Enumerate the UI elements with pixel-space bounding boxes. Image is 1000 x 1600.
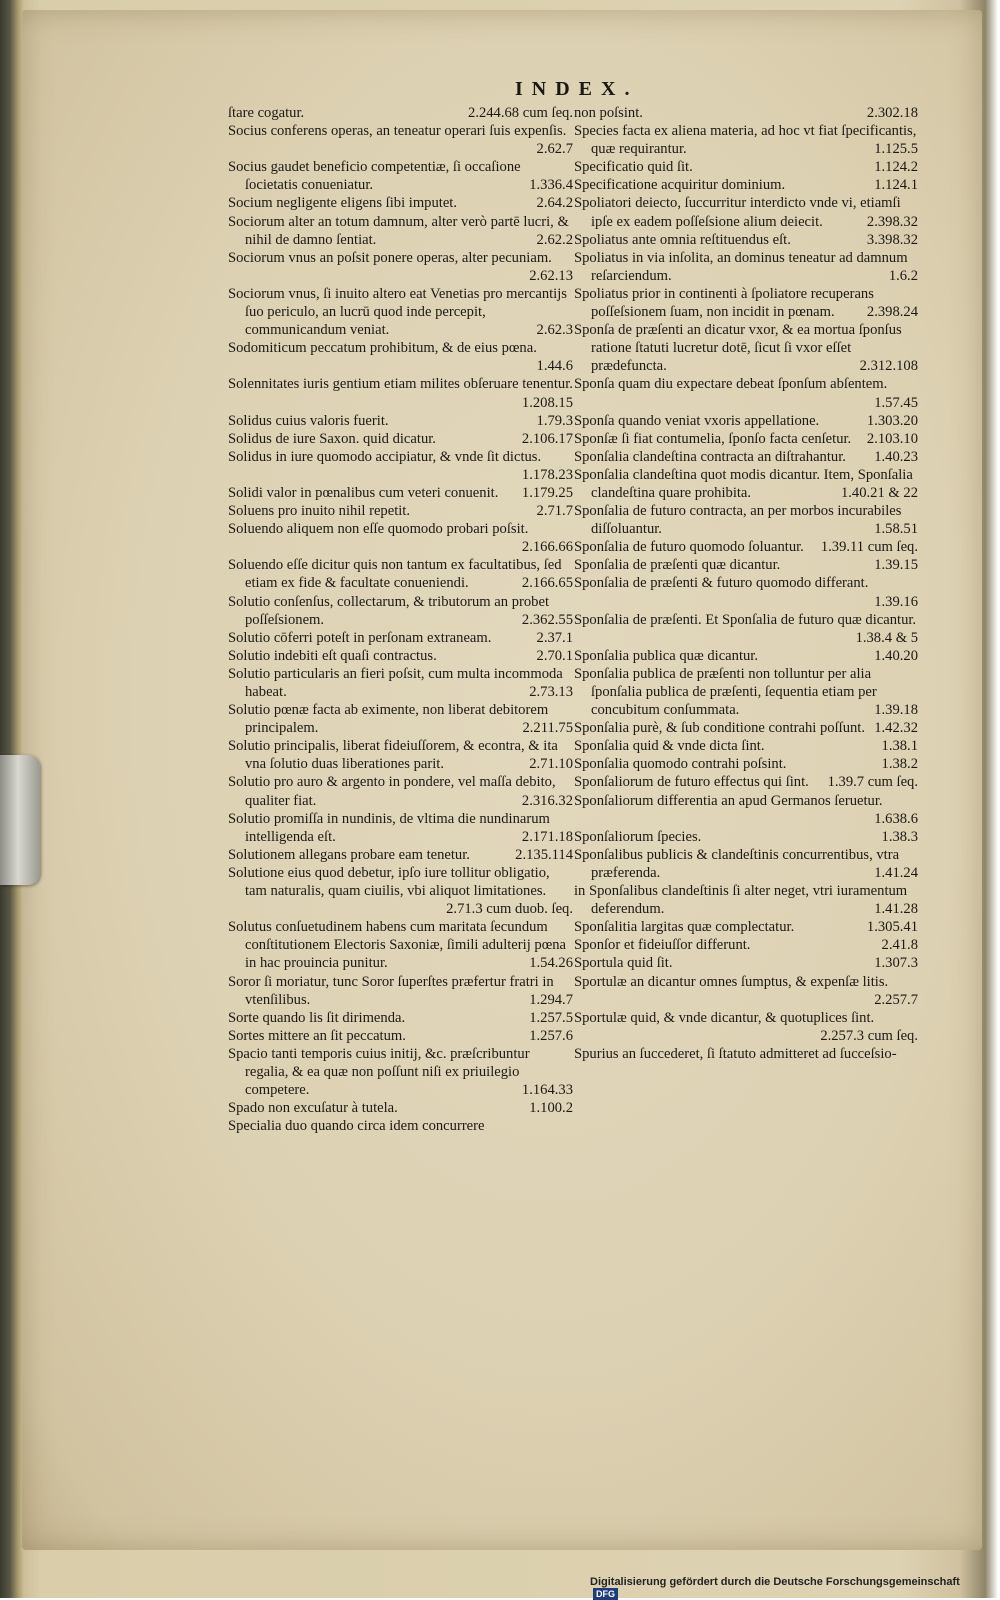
entry-text: Sponſa quam diu expectare debeat ſponſum abſentem. [574,376,888,393]
entry-reference: 1.39.7 cum ſeq. [827,774,918,791]
index-entry [228,1009,573,1027]
entry-text: Sportulæ quid, & vnde dicantur, & quotuplices ſint. [574,1009,875,1026]
index-entry [574,375,918,411]
entry-text: ſtare cogatur. [228,105,305,121]
index-entry [574,737,918,755]
page-header: INDEX. [515,78,639,100]
entry-text: Soluendo eſſe dicitur quis non tantum ex facultatibus, ſed etiam ex fide & facultate conueniendi. [228,557,562,592]
index-entry [228,430,573,448]
entry-reference: 2.312.108 [859,358,918,375]
entry-reference: 1.54.26 [529,955,573,972]
index-entry [574,918,918,936]
index-entry [574,828,918,846]
index-entry [228,846,573,864]
entry-text: Specialia duo quando circa idem concurrere [228,1118,485,1135]
index-entry [574,755,918,773]
entry-text: Sponſalia de futuro quomodo ſoluantur. [574,539,804,556]
digitization-credit [590,1576,970,1600]
entry-reference: 2.302.18 [866,105,918,121]
index-entry [228,1099,573,1117]
entry-text: Sponſalibus publicis & clandeſtinis concurrentibus, vtra præferenda. [574,846,900,881]
entry-text: Sponſalia de præſenti quæ dicantur. [574,557,781,574]
entry-text: Sponſa de præſenti an dicatur vxor, & ea mortua ſponſus ratione ſtatuti lucretur dotē, ſicut ſi vxor eſſet prædefuncta. [574,322,902,375]
entry-reference: 2.398.24 [866,304,918,321]
index-entry [574,882,918,918]
index-entry [228,593,573,629]
entry-text: Sponſor et fideiuſſor differunt. [574,937,751,954]
index-entry [574,122,918,158]
entry-reference: 2.71.10 [529,756,573,773]
entry-reference: 1.303.20 [866,412,918,429]
entry-reference: 1.57.45 [874,394,918,411]
index-entry [574,466,918,502]
entry-text: Sportula quid ſit. [574,955,673,972]
entry-text: Sponſalia quid & vnde dicta ſint. [574,738,765,755]
entry-reference: 1.38.3 [881,828,918,845]
entry-reference: 2.171.18 [521,828,573,845]
entry-reference: 2.257.7 [874,991,918,1008]
entry-reference: 1.124.1 [874,177,918,194]
entry-reference: 1.42.32 [874,720,918,737]
index-entry [228,647,573,665]
index-entry [574,321,918,375]
entry-text: Spoliatus ante omnia reſtituendus eſt. [574,231,791,248]
entry-reference: 1.638.6 [874,810,918,827]
index-entry [228,520,573,556]
index-entry [228,339,573,375]
index-entry [574,574,918,610]
entry-reference: 2.41.8 [881,937,918,954]
index-entry [228,556,573,592]
entry-text: Species facta ex aliena materia, ad hoc vt fiat ſpecificantis, quæ requirantur. [574,123,917,158]
entry-reference: 1.124.2 [874,159,918,176]
entry-reference: 2.71.3 cum duob. ſeq. [446,901,573,918]
index-entry [228,737,573,773]
index-entry [228,1045,573,1099]
index-entry [228,448,573,484]
entry-text: Solutus conſuetudinem habens cum maritata ſecundum conſtitutionem Electoris Saxoniæ, ſimili adulterij pœna in hac prouincia punitur. [228,919,567,972]
index-entry [228,701,573,737]
entry-text: Sportulæ an dicantur omnes ſumptus, & expenſæ litis. [574,973,889,990]
index-entry [228,773,573,809]
entry-text: Sponſalia de præſenti & futuro quomodo differant. [574,575,869,592]
entry-text: Socium negligente eligens ſibi imputet. [228,195,458,212]
entry-text: Specificatione acquiritur dominium. [574,177,786,194]
entry-text: Socius gaudet beneficio competentiæ, ſi occaſione ſocietatis conueniatur. [228,159,521,194]
index-entry [574,846,918,882]
entry-text: Solidus in iure quomodo accipiatur, & vnde ſit dictus. [228,448,542,465]
entry-text: Solutio cōferri poteſt in perſonam extraneam. [228,629,492,646]
entry-reference: 2.166.66 [521,539,573,556]
entry-text: Spacio tanti temporis cuius initij, &c. præſcribuntur regalia, & ea quæ non poſſunt niſi ex priuilegio competere. [228,1045,530,1099]
entry-text: Sponſalia clandeſtina contracta an diſtrahantur. [574,448,846,465]
index-entry [228,412,573,430]
entry-reference: 2.398.32 [866,213,918,230]
entry-text: Spoliatus prior in continenti à ſpoliatore recuperans poſſeſsionem ſuam, non incidit in pœnam. [574,285,874,321]
index-entry [228,249,573,285]
entry-reference: 1.38.1 [881,738,918,755]
entry-text: Solutio pro auro & argento in pondere, vel maſſa debito, qualiter fiat. [228,774,556,809]
dfg-logo: DFG [593,1588,618,1600]
entry-reference: 1.39.18 [874,702,918,719]
index-entry [228,864,573,918]
entry-text: Solutio promiſſa in nundinis, de vltima die nundinarum intelligenda eſt. [228,810,550,845]
entry-reference: 2.71.7 [536,503,573,520]
index-entry [574,176,918,194]
entry-reference: 1.38.4 & 5 [855,629,918,646]
entry-reference: 1.39.15 [874,557,918,574]
entry-text: Spoliatori deiecto, ſuccurritur interdicto vnde vi, etiamſi ipſe ex eadem poſſeſsione alium deiecit. [574,195,901,230]
index-entry [574,973,918,1009]
index-entry [574,611,918,647]
entry-reference: 2.362.55 [521,611,573,628]
entry-reference: 1.6.2 [888,267,918,284]
index-entry [574,430,918,448]
index-entry [574,249,918,285]
entry-reference: 2.37.1 [536,629,573,646]
entry-text: Sponſalia publica de præſenti non tolluntur per alia ſponſalia publica de præſenti, ſequentia etiam per concubitum conſummata. [574,665,877,719]
index-entry [228,375,573,411]
entry-reference: 2.70.1 [536,647,573,664]
entry-reference: 1.257.5 [529,1009,573,1026]
index-entry [228,810,573,846]
index-entry [574,194,918,230]
index-entry [228,158,573,194]
index-entry [574,285,918,321]
entry-reference: 2.135.114 [515,846,573,863]
entry-text: Sociorum alter an totum damnum, alter verò partē lucri, & nihil de damno ſentiat. [228,213,569,248]
entry-text: Solutio particularis an fieri poſsit, cum multa incommoda habeat. [228,665,563,700]
entry-text: Spado non excuſatur à tutela. [228,1100,398,1117]
entry-text: Solutione eius quod debetur, ipſo iure tollitur obligatio, tam naturalis, quam ciuilis, vbi aliquot limitationes. [228,864,550,900]
entry-text: Solidus cuius valoris fuerit. [228,412,389,429]
entry-text: Sponſalia de præſenti. Et Sponſalia de futuro quæ dicantur. [574,611,917,628]
entry-reference: 1.178.23 [521,466,573,483]
page-clip [0,755,40,885]
entry-reference: 1.305.41 [866,919,918,936]
entry-reference: 2.211.75 [522,720,573,737]
index-entry [228,213,573,249]
entry-reference: 1.257.6 [529,1027,573,1044]
entry-text: Sponſalitia largitas quæ complectatur. [574,919,795,936]
entry-text: Soluens pro inuito nihil repetit. [228,503,411,520]
index-entry [574,1009,918,1045]
entry-reference: 1.307.3 [874,955,918,972]
entry-text: Soror ſi moriatur, tunc Soror ſuperſtes præfertur fratri in vtenſilibus. [228,973,554,1008]
entry-reference: 2.244.68 cum ſeq. [468,105,573,121]
entry-reference: 2.62.2 [536,231,573,248]
entry-text: Sorte quando lis ſit dirimenda. [228,1009,406,1026]
index-entry [574,773,918,791]
index-entry [228,194,573,212]
index-entry [574,158,918,176]
entry-reference: 2.106.17 [521,430,573,447]
entry-reference: 2.257.3 cum ſeq. [820,1027,918,1044]
entry-reference: 1.38.2 [881,756,918,773]
index-entry [574,231,918,249]
index-entry [228,1117,573,1135]
entry-text: in Sponſalibus clandeſtinis ſi alter neget, vtri iuramentum deferendum. [574,883,908,918]
index-entry [228,1027,573,1045]
entry-reference: 1.44.6 [536,358,573,375]
entry-reference: 1.100.2 [529,1100,573,1117]
entry-reference: 1.39.11 cum ſeq. [820,539,918,556]
entry-text: Socius conferens operas, an teneatur operari ſuis expenſis. [228,123,567,140]
entry-text: Solutionem allegans probare eam tenetur. [228,846,470,863]
index-entry [574,412,918,430]
index-entry [574,936,918,954]
entry-text: Sponſaliorum differentia an apud Germanos ſeruetur. [574,792,883,809]
entry-reference: 1.79.3 [536,412,573,429]
index-entry [574,538,918,556]
entry-text: Sponſaliorum ſpecies. [574,828,702,845]
index-entry [574,1045,918,1063]
entry-reference: 1.179.25 [521,484,573,501]
index-entry [228,104,573,122]
entry-reference: 1.40.23 [874,448,918,465]
index-entry [228,629,573,647]
entry-reference: 1.336.4 [529,177,573,194]
entry-reference: 1.41.24 [874,864,918,881]
index-column-right [574,104,918,1063]
entry-reference: 2.73.13 [529,684,573,700]
entry-text: Soluendo aliquem non eſſe quomodo probari poſsit. [228,521,529,538]
index-entry [228,502,573,520]
entry-text: Sponſæ ſi fiat contumelia, ſponſo facta cenſetur. [574,430,852,447]
entry-reference: 1.164.33 [521,1082,573,1099]
entry-text: Sponſa quando veniat vxoris appellatione. [574,412,820,429]
entry-reference: 3.398.32 [866,231,918,248]
index-entry [228,918,573,972]
entry-text: Solidus de iure Saxon. quid dicatur. [228,430,436,447]
index-entry [228,285,573,339]
entry-reference: 1.294.7 [529,991,573,1008]
entry-reference: 1.125.5 [874,141,918,158]
entry-reference: 2.62.13 [529,267,573,284]
index-entry [574,719,918,737]
index-entry [228,122,573,158]
entry-text: Sponſalia purè, & ſub conditione contrahi poſſunt. [574,720,866,737]
entry-text: Sponſaliorum de futuro effectus qui ſint. [574,774,809,791]
entry-text: Sortes mittere an ſit peccatum. [228,1027,406,1044]
entry-text: Solidi valor in pœnalibus cum veteri conuenit. [228,484,499,501]
entry-reference: 1.40.20 [874,647,918,664]
entry-reference: 1.208.15 [521,394,573,411]
entry-text: Solutio indebiti eſt quaſi contractus. [228,647,437,664]
credit-text: Digitalisierung gefördert durch die Deutsche Forschungsgemeinschaft [590,1576,960,1588]
entry-text: non poſsint. [574,105,643,121]
entry-reference: 2.166.65 [521,575,573,592]
entry-text: Solutio conſenſus, collectarum, & tributorum an probet poſſeſsionem. [228,593,549,628]
entry-reference: 2.316.32 [521,792,573,809]
index-entry [228,665,573,701]
entry-text: Specificatio quid ſit. [574,159,693,176]
index-entry [574,954,918,972]
entry-text: Solutio principalis, liberat fideiuſſorem, & econtra, & ita vna ſolutio duas liberationes parit. [228,738,558,773]
entry-reference: 2.62.7 [536,141,573,158]
entry-text: Spoliatus in via inſolita, an dominus teneatur ad damnum reſarciendum. [574,249,908,284]
index-entry [574,448,918,466]
index-entry [574,665,918,719]
index-entry [574,647,918,665]
entry-reference: 2.62.3 [536,322,573,339]
index-entry [574,104,918,122]
entry-reference: 1.40.21 & 22 [840,484,918,501]
entry-reference: 2.64.2 [536,195,573,212]
entry-text: Sociorum vnus, ſi inuito altero eat Venetias pro mercantijs ſuo periculo, an lucrū quod inde percepit, communicandum veniat. [228,285,567,339]
index-entry [574,502,918,538]
entry-text: Spurius an ſuccederet, ſi ſtatuto admitteret ad ſucceſsio- [574,1045,897,1062]
entry-text: Sponſalia clandeſtina quot modis dicantur. Item, Sponſalia clandeſtina quare prohibita. [574,466,913,501]
index-entry [228,973,573,1009]
index-entry [574,556,918,574]
entry-text: Solennitates iuris gentium etiam milites obſeruare tenentur. [228,376,573,393]
entry-text: Solutio pœnæ facta ab eximente, non liberat debitorem principalem. [228,702,549,737]
entry-text: Sponſalia publica quæ dicantur. [574,647,759,664]
entry-reference: 1.39.16 [874,593,918,610]
entry-reference: 1.41.28 [874,901,918,918]
entry-text: Sociorum vnus an poſsit ponere operas, alter pecuniam. [228,249,552,266]
entry-text: Sponſalia de futuro contracta, an per morbos incurabiles diſſoluantur. [574,503,902,538]
entry-reference: 2.103.10 [866,430,918,447]
index-entry [228,484,573,502]
index-entry [574,792,918,828]
entry-text: Sponſalia quomodo contrahi poſsint. [574,756,787,773]
entry-reference: 1.58.51 [874,521,918,538]
entry-text: Sodomiticum peccatum prohibitum, & de eius pœna. [228,340,537,357]
index-column-left [228,104,573,1135]
